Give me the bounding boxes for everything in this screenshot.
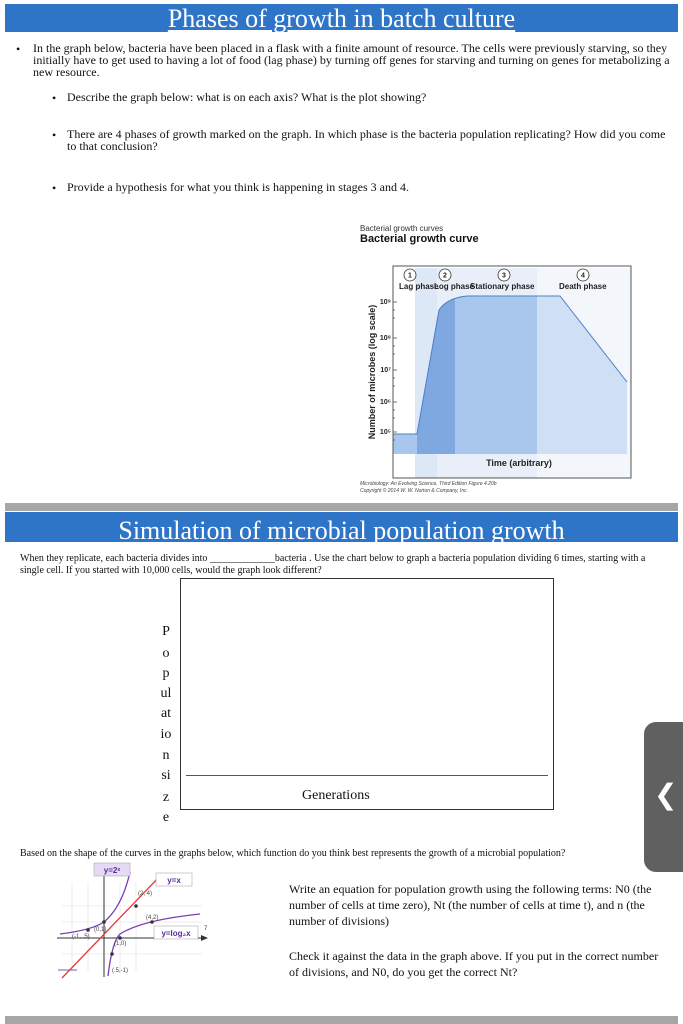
y-tick-label: 10⁷: [380, 367, 391, 374]
equation-prompt: Write an equation for population growth using the following terms: N0 (the number of cells at time zero), Nt (the number of cells at time t), and n (the number of divisions): [289, 882, 652, 928]
bullet-dot: •: [52, 181, 57, 195]
phase-3-label: Stationary phase: [470, 282, 535, 291]
prompt-part-1: When they replicate, each bacteria divides into: [20, 553, 208, 564]
phase-4-label: Death phase: [559, 282, 607, 291]
linear-label: y=x: [167, 876, 181, 885]
growth-chart-xlabel: Time (arbitrary): [486, 458, 552, 468]
y-axis-char: o: [162, 646, 170, 661]
bullet-dot: •: [52, 91, 57, 105]
question-2: There are 4 phases of growth marked on the graph. In which phase is the bacteria population replicating? How did you come to that conclusion?: [67, 127, 666, 153]
chart-credit-1: Microbiology: An Evolving Science, Third Edition Figure 4.20b: [360, 481, 497, 487]
bullet-dot: •: [16, 42, 21, 56]
page-separator: [5, 503, 678, 511]
y-axis-char: z: [162, 790, 170, 805]
y-axis-char: e: [162, 810, 170, 825]
growth-chart-subtitle: Bacterial growth curves: [360, 224, 444, 233]
answer-blank[interactable]: _____________: [209, 553, 275, 564]
bullet-dot: •: [52, 128, 57, 142]
phase-2-label: Log phase: [434, 282, 475, 291]
y-axis-char: p: [162, 666, 170, 681]
phase-3-number: 3: [502, 272, 506, 280]
section1-title: Phases of growth in batch culture: [167, 4, 516, 33]
section2-title: Simulation of microbial population growth: [118, 516, 565, 545]
y-axis-char: io: [160, 727, 172, 742]
y-tick-label: 10⁵: [379, 429, 391, 436]
y-axis-char: at: [160, 706, 172, 721]
question-1: Describe the graph below: what is on each axis? What is the plot showing?: [67, 90, 427, 104]
graph-x-axis-line: [186, 775, 548, 776]
y-tick-label: 10⁶: [379, 399, 391, 406]
function-graph: [52, 862, 212, 980]
exp-label: y=2ˣ: [103, 866, 121, 875]
exponential-curve: [60, 872, 130, 934]
x-tick-label: 7: [204, 926, 208, 932]
chevron-left-icon: ❮: [654, 778, 678, 811]
growth-chart: [355, 246, 635, 482]
side-panel-tab[interactable]: [644, 722, 683, 872]
log-label: y=log₂x: [161, 929, 191, 938]
y-axis-char: n: [162, 748, 170, 763]
simulation-prompt: [20, 553, 660, 577]
page-bottom-separator: [5, 1016, 678, 1024]
chart-credit-2: Copyright © 2014 W. W. Norton & Company, Inc.: [360, 488, 468, 494]
section2-banner: [5, 512, 678, 545]
question-3: Provide a hypothesis for what you think is happening in stages 3 and 4.: [67, 180, 409, 194]
function-question: Based on the shape of the curves in the graphs below, which function do you think best represents the growth of a microbial population?: [20, 848, 566, 859]
point-label: (-1, .5): [72, 934, 90, 940]
y-axis-char: P: [162, 624, 170, 639]
x-axis-label: Generations: [302, 788, 370, 803]
growth-chart-title: Bacterial growth curve: [360, 233, 479, 245]
linear-line: [62, 874, 162, 978]
phase-4-number: 4: [581, 272, 585, 280]
section1-banner: [5, 4, 678, 32]
y-tick-label: 10⁹: [379, 299, 391, 306]
prompt-part-2: bacteria . Use the chart below to graph a bacteria population dividing 6 times, starting with a single cell. If you started with 10,000 cells, would the graph look different?: [20, 553, 646, 576]
growth-chart-ylabel: Number of microbes (log scale): [367, 304, 377, 440]
phase-1-label: Lag phase: [399, 282, 439, 291]
check-prompt: Check it against the data in the graph above. If you put in the correct number of divisions, and N0, do you get the correct Nt?: [289, 949, 659, 979]
point-label: (.5,-1): [112, 968, 129, 974]
phase-1-number: 1: [408, 272, 412, 280]
y-tick-label: 10⁸: [379, 335, 391, 342]
intro-text: In the graph below, bacteria have been placed in a flask with a finite amount of resource. The cells were previously starving, so they initially have to get used to having a lot of food (lag phase) by turning off genes for starving and turning on genes for metabolizing a new resource.: [33, 41, 670, 79]
phase-2-number: 2: [443, 272, 447, 280]
y-axis-char: si: [161, 768, 171, 783]
point-label: (1,0): [114, 941, 127, 947]
point-label: (0,1): [94, 927, 107, 933]
point-label: (4,2): [146, 915, 159, 921]
y-axis-char: ul: [160, 686, 172, 701]
point-label: (2, 4): [138, 891, 153, 897]
x-axis-arrow: [201, 935, 208, 941]
